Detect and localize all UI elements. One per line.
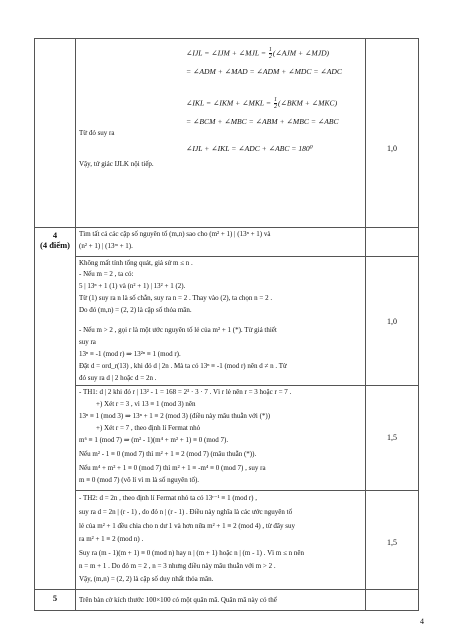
q5-statement: Trên bàn cờ kích thước 100×100 có một quân mã. Quân mã này có thể xyxy=(79,596,277,604)
th2-line: ra m² + 1 ≡ 2 (mod n) . xyxy=(79,535,144,543)
th2-line: Vậy, (m,n) = (2, 2) là cặp số duy nhất thỏa mãn. xyxy=(79,575,214,583)
th1-line: +) Xét r = 7 , theo định lí Fermat nhỏ xyxy=(96,424,201,432)
th1-line: m ≡ 0 (mod 7) (vô lí vì m là số nguyên tố). xyxy=(79,476,200,484)
q4-part3-row xyxy=(35,491,419,590)
equation-ijl-cont: = ∠ADM + ∠MAD = ∠ADM + ∠MDC = ∠ADC xyxy=(186,67,342,76)
text-tu-do: Từ đó suy ra xyxy=(79,129,115,137)
p1-line: Đặt d = ord_r(13) , khi đó d | 2n . Mà ta có 13ⁿ ≡ -1 (mod r) nên d ≠ n . Từ xyxy=(79,362,287,370)
q4-part2-row xyxy=(35,386,419,491)
question-number: 5 xyxy=(52,593,58,603)
score-q3: 1,0 xyxy=(387,144,397,153)
p1-line: - Nếu m = 2 , ta có: xyxy=(79,270,134,278)
p1-line: 5 | 13ⁿ + 1 (1) và (n² + 1) | 13² + 1 (2). xyxy=(79,282,186,290)
p1-line: suy ra xyxy=(79,338,96,346)
equation-ikl-cont: = ∠BCM + ∠MBC = ∠ABM + ∠MBC = ∠ABC xyxy=(186,117,339,126)
th2-line: suy ra d = 2n | (r - 1) , do đó n | (r - 1) . Điều này nghĩa là các ước nguyên tố xyxy=(79,508,293,516)
th2-line: Suy ra (m - 1)(m + 1) ≡ 0 (mod n) hay n | (m + 1) hoặc n | (m - 1) . Vì m ≤ n nên xyxy=(79,549,305,557)
th2-line: - TH2: d = 2n , theo định lí Fermat nhỏ ta có 13ʳ⁻¹ ≡ 1 (mod r) , xyxy=(79,494,258,502)
th1-line: m⁶ ≡ 1 (mod 7) ⇒ (m² - 1)(m⁴ + m² + 1) ≡ 0 (mod 7). xyxy=(79,436,229,444)
equation-ijl: ∠IJL = ∠IJM + ∠MJL = $\frac{1}{2}$ (∠AJM + ∠MJD) xyxy=(186,47,330,60)
th1-line: Nếu m⁴ + m² + 1 ≡ 0 (mod 7) thì m² + 1 ≡ -m⁴ ≡ 0 (mod 7) , suy ra xyxy=(79,464,266,472)
score-part3: 1,5 xyxy=(387,538,397,547)
page-number: 4 xyxy=(420,617,424,626)
score-part1: 1,0 xyxy=(387,317,397,326)
p1-line: - Nếu m > 2 , gọi r là một ước nguyên tố lẻ của m² + 1 (*). Từ giả thiết xyxy=(79,326,277,334)
q4-statement: Tìm tất cả các cặp số nguyên tố (m,n) sao cho (m² + 1) | (13ⁿ + 1) và xyxy=(79,230,271,238)
question-points: (4 điểm) xyxy=(40,240,70,250)
conclusion-text: Vậy, tứ giác IJLK nội tiếp. xyxy=(79,160,154,168)
p1-line: đó suy ra d | 2 hoặc d = 2n . xyxy=(79,374,157,382)
th2-line: lẻ của m² + 1 đều chia cho n dư 1 và hơn nữa m² + 1 ≡ 2 (mod 4) , từ đây suy xyxy=(79,522,295,530)
th1-line: - TH1: d | 2 khi đó r | 13² - 1 = 168 = 2³ · 3 · 7 . Vì r lẻ nên r = 3 hoặc r = 7 . xyxy=(79,388,292,396)
p1-line: Do đó (m,n) = (2, 2) là cặp số thỏa mãn. xyxy=(79,306,192,314)
q4-statement-row xyxy=(35,228,419,257)
p1-line: 13ⁿ ≡ -1 (mod r) ⇒ 13²ⁿ ≡ 1 (mod r). xyxy=(79,350,181,358)
solution-table xyxy=(34,38,419,611)
q4-part1-row xyxy=(35,257,419,386)
th2-line: n = m + 1 . Do đó m = 2 , n = 3 nhưng điều này mâu thuẫn với m > 2 . xyxy=(79,562,276,570)
th1-line: +) Xét r = 3 , vì 13 ≡ 1 (mod 3) nên xyxy=(96,400,196,408)
p1-line: Từ (1) suy ra n là số chẵn, suy ra n = 2 . Thay vào (2), ta chọn n = 2 . xyxy=(79,294,273,302)
equation-ikl: ∠IKL = ∠IKM + ∠MKL = $\frac{1}{2}$ (∠BKM + ∠MKC) xyxy=(186,97,338,110)
p1-line: Không mất tính tổng quát, giả sử m ≤ n . xyxy=(79,259,193,267)
th1-line: Nếu m² - 1 ≡ 0 (mod 7) thì m² + 1 ≡ 2 (mod 7) (mâu thuẫn (*)). xyxy=(79,450,257,458)
q5-row xyxy=(35,590,419,611)
score-part2: 1,5 xyxy=(387,433,397,442)
q4-statement-cont: (n² + 1) | (13ᵐ + 1). xyxy=(79,242,133,250)
q3-end-row xyxy=(35,39,419,228)
equation-sum: ∠IJL + ∠IKL = ∠ADC + ∠ABC = 180⁰ xyxy=(186,144,313,153)
question-number: 4 xyxy=(52,230,58,240)
th1-line: 13ⁿ ≡ 1 (mod 3) ⇒ 13ⁿ + 1 ≡ 2 (mod 3) (điều này mâu thuẫn với (*)) xyxy=(79,412,271,420)
